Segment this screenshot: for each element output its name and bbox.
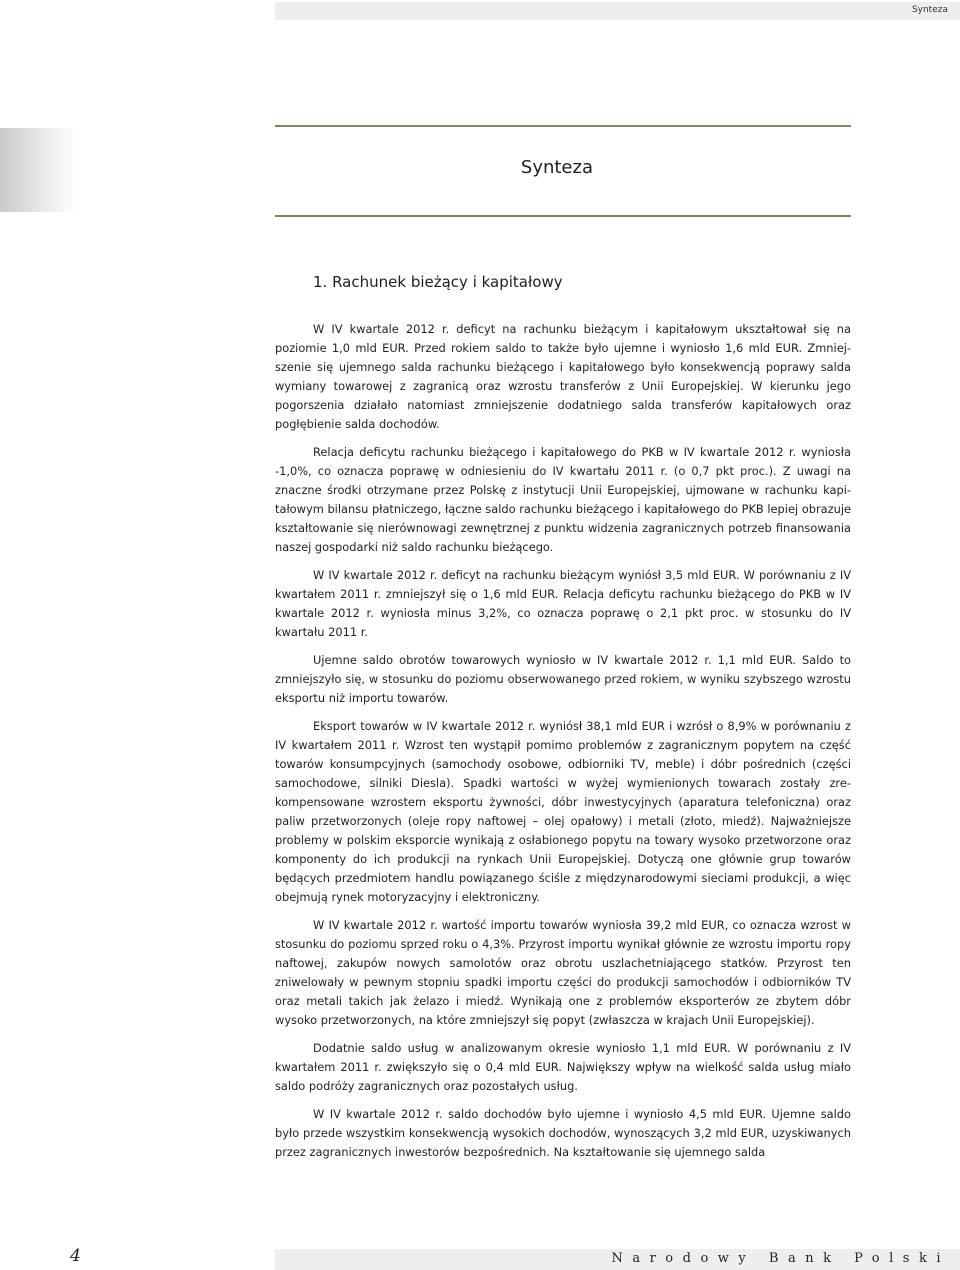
paragraph: Ujemne saldo obrotów towarowych wyniosło w IV kwartale 2012 r. 1,1 mld EUR. Saldo to zmniejszyło się, w stosunku do poziomu obserwowanego przed rokiem, w wyniku szybszego wzrostu eksportu niż importu towarów. bbox=[275, 653, 851, 705]
paragraph: W IV kwartale 2012 r. saldo dochodów było ujemne i wyniosło 4,5 mld EUR. Ujemne saldo było przede wszystkim konsekwencją wysokich dochodów, wynoszących 3,2 mld EUR, uzyskiwanych przez zagranicznych inwestorów bezpośrednich. Na kształtowanie się ujemnego salda bbox=[275, 1107, 851, 1159]
chapter-title: 1. Rachunek bieżący i kapitałowy bbox=[313, 273, 563, 291]
paragraph: Dodatnie saldo usług w analizowanym okresie wyniosło 1,1 mld EUR. W porównaniu z IV kwartałem 2011 r. zwiększyło się o 0,4 mld EUR. Największy wpływ na wielkość salda usług miało saldo podróży zagranicznych oraz pozostałych usług. bbox=[275, 1041, 851, 1093]
running-footer bbox=[275, 1249, 960, 1270]
publisher-name: Narodowy Bank Polski bbox=[611, 1251, 950, 1266]
decorative-side-block bbox=[0, 128, 84, 212]
paragraph: W IV kwartale 2012 r. wartość importu towarów wyniosła 39,2 mld EUR, co oznacza wzrost w stosunku do poziomu sprzed roku o 4,3%. Przyrost importu wynikał głównie ze wzrostu importu ropy naftowej, zakupów nowych samolotów oraz obrotu uszlachetniającego statków. Przyrost ten zniwelowały w pewnym stopniu spadki importu części do produkcji samochodów i odbiorników TV oraz metali takich jak żelazo i miedź. Wynikają one z problemów eksporterów ze zbytem dóbr wysoko przetworzonych, na które zmniejszył się popyt (zwłaszcza w krajach Unii Europejskiej). bbox=[275, 918, 851, 1027]
page-number: 4 bbox=[70, 1246, 81, 1266]
section-bottom-rule bbox=[275, 215, 851, 217]
body-text bbox=[275, 320, 851, 1171]
running-header-label: Synteza bbox=[911, 5, 948, 15]
paragraph: W IV kwartale 2012 r. deficyt na rachunku bieżącym wyniósł 3,5 mld EUR. W porównaniu z IV kwartałem 2011 r. zmniejszył się o 1,6 mld EUR. Relacja deficytu rachunku bieżącego do PKB w IV kwartale 2012 r. wyniosła minus 3,2%, co oznacza poprawę o 2,1 pkt proc. w stosunku do IV kwartału 2011 r. bbox=[275, 568, 851, 639]
running-header bbox=[275, 2, 960, 20]
section-top-rule bbox=[275, 125, 851, 127]
section-title: Synteza bbox=[520, 157, 593, 178]
paragraph: Relacja deficytu rachunku bieżącego i kapitałowego do PKB w IV kwartale 2012 r. wyniosła -1,0%, co oznacza poprawę w odniesieniu do IV kwartału 2011 r. (o 0,7 pkt proc.). Z uwagi na znaczne środki otrzymane przez Polskę z instytucji Unii Europejskiej, ujmowane w rachunku kapitałowym bilansu płatniczego, łączne saldo rachunku bieżącego i kapitałowego do PKB lepiej obrazuje kształtowanie się nierównowagi zewnętrznej z punktu widzenia zagranicznych potrzeb finansowania naszej gospodarki niż saldo rachunku bieżącego. bbox=[275, 445, 851, 554]
paragraph: W IV kwartale 2012 r. deficyt na rachunku bieżącym i kapitałowym ukształtował się na poziomie 1,0 mld EUR. Przed rokiem saldo to także było ujemne i wyniosło 1,6 mld EUR. Zmniejszenie się ujemnego salda rachunku bieżącego i kapitałowego było konsekwencją poprawy salda wymiany towarowej z zagranicą oraz wzrostu transferów z Unii Europejskiej. W kierunku jego pogorszenia działało natomiast zmniejszenie dodatniego salda transferów kapitałowych oraz pogłębienie salda dochodów. bbox=[275, 322, 851, 431]
paragraph: Eksport towarów w IV kwartale 2012 r. wyniósł 38,1 mld EUR i wzrósł o 8,9% w porównaniu z IV kwartałem 2011 r. Wzrost ten wystąpił pomimo problemów z zagranicznym popytem na część towarów konsumpcyjnych (samochody osobowe, odbiorniki TV, meble) i dóbr pośrednich (części samochodowe, silniki Diesla). Spadki wartości w wyżej wymienionych towarach zostały zrekompensowane wzrostem eksportu żywności, dóbr inwestycyjnych (aparatura telefoniczna) oraz paliw przetworzonych (oleje ropy naftowej – olej opałowy) i metali (złoto, miedź). Najważniejsze problemy w polskim eksporcie wynikają z osłabionego popytu na towary wysoko przetworzone oraz komponenty do ich produkcji na rynkach Unii Europejskiej. Dotyczą one głównie grup towarów będących przedmiotem handlu powiązanego ściśle z międzynarodowymi sieciami produkcji, a więc obejmują rynek motoryzacyjny i elektroniczny. bbox=[275, 719, 851, 904]
